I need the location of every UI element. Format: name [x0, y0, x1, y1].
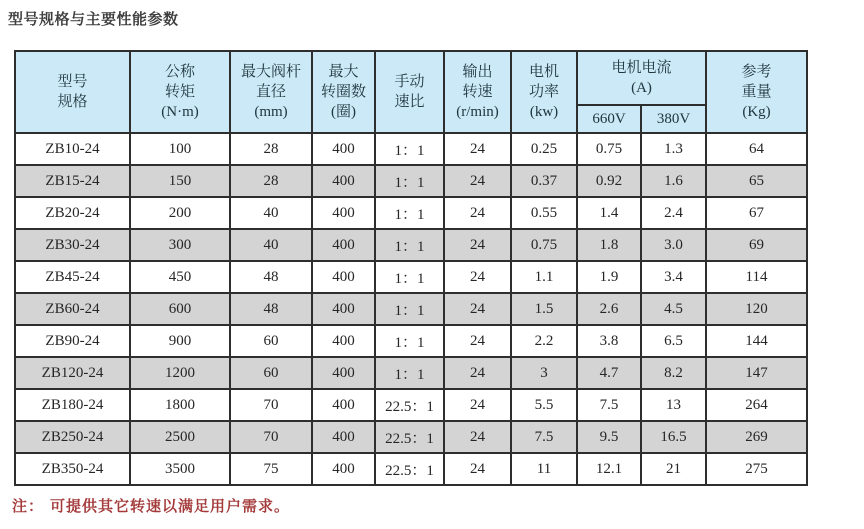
value-cell: 3500	[130, 453, 230, 485]
value-cell: 150	[130, 165, 230, 197]
value-cell: 1200	[130, 357, 230, 389]
value-cell: 1：1	[375, 165, 444, 197]
value-cell: 1：1	[375, 357, 444, 389]
value-cell: 1：1	[375, 293, 444, 325]
value-cell: 100	[130, 133, 230, 165]
value-cell: 264	[706, 389, 807, 421]
value-cell: 400	[312, 261, 375, 293]
value-cell: 1.9	[577, 261, 641, 293]
value-cell: 13	[641, 389, 706, 421]
header-line: 输出	[462, 63, 493, 80]
value-cell: 48	[230, 261, 312, 293]
table-row	[15, 229, 807, 261]
value-cell: 2500	[130, 421, 230, 453]
value-cell: 24	[444, 293, 511, 325]
model-cell: ZB10-24	[15, 133, 130, 165]
model-cell: ZB120-24	[15, 357, 130, 389]
value-cell: 147	[706, 357, 807, 389]
value-cell: 22.5：1	[375, 421, 444, 453]
footnote-text: 可提供其它转速以满足用户需求。	[50, 499, 291, 515]
header-row-main	[15, 51, 807, 105]
value-cell: 60	[230, 357, 312, 389]
value-cell: 1.8	[577, 229, 641, 261]
value-cell: 70	[230, 389, 312, 421]
header-manual-ratio	[375, 51, 444, 133]
value-cell: 5.5	[511, 389, 577, 421]
value-cell: 12.1	[577, 453, 641, 485]
value-cell: 1.1	[511, 261, 577, 293]
value-cell: 64	[706, 133, 807, 165]
value-cell: 0.75	[511, 229, 577, 261]
header-line: 型号	[57, 73, 88, 90]
value-cell: 24	[444, 357, 511, 389]
value-cell: 3.4	[641, 261, 706, 293]
header-line: 规格	[57, 94, 88, 110]
value-cell: 48	[230, 293, 312, 325]
table-row	[15, 453, 807, 485]
model-cell: ZB60-24	[15, 293, 130, 325]
value-cell: 1800	[130, 389, 230, 421]
value-cell: 24	[444, 197, 511, 229]
value-cell: 3.0	[641, 229, 706, 261]
value-cell: 24	[444, 453, 511, 485]
value-cell: 2.4	[641, 197, 706, 229]
header-660v: 660V	[577, 105, 641, 133]
value-cell: 24	[444, 261, 511, 293]
value-cell: 40	[230, 197, 312, 229]
model-cell: ZB90-24	[15, 325, 130, 357]
header-line: 重量	[741, 83, 772, 100]
value-cell: 40	[230, 229, 312, 261]
value-cell: 114	[706, 261, 807, 293]
value-cell: 600	[130, 293, 230, 325]
header-max-turns	[312, 51, 375, 133]
value-cell: 21	[641, 453, 706, 485]
value-cell: 22.5：1	[375, 453, 444, 485]
value-cell: 3	[511, 357, 577, 389]
table-row	[15, 325, 807, 357]
model-cell: ZB15-24	[15, 165, 130, 197]
value-cell: 4.7	[577, 357, 641, 389]
value-cell: 24	[444, 229, 511, 261]
table-row	[15, 261, 807, 293]
value-cell: 0.55	[511, 197, 577, 229]
table-row	[15, 197, 807, 229]
header-line: 公称	[164, 63, 195, 80]
value-cell: 6.5	[641, 325, 706, 357]
value-cell: 0.75	[577, 133, 641, 165]
value-cell: 1.6	[641, 165, 706, 197]
table-row	[15, 293, 807, 325]
value-cell: 7.5	[577, 389, 641, 421]
value-cell: 24	[444, 325, 511, 357]
value-cell: 269	[706, 421, 807, 453]
value-cell: 24	[444, 133, 511, 165]
header-output-speed	[444, 51, 511, 133]
value-cell: 1：1	[375, 197, 444, 229]
header-line: (r/min)	[456, 104, 499, 121]
model-cell: ZB20-24	[15, 197, 130, 229]
header-line: 转速	[462, 83, 493, 100]
header-line: (圈)	[331, 104, 356, 121]
header-motor-current-group	[577, 51, 706, 105]
value-cell: 65	[706, 165, 807, 197]
value-cell: 120	[706, 293, 807, 325]
model-cell: ZB180-24	[15, 389, 130, 421]
table-row	[15, 357, 807, 389]
value-cell: 400	[312, 453, 375, 485]
header-line: 功率	[528, 83, 559, 100]
value-cell: 400	[312, 357, 375, 389]
header-line: (A)	[631, 80, 652, 96]
value-cell: 450	[130, 261, 230, 293]
page-title: 型号规格与主要性能参数	[8, 11, 179, 28]
value-cell: 75	[230, 453, 312, 485]
value-cell: 0.25	[511, 133, 577, 165]
header-line: 转矩	[164, 83, 195, 100]
value-cell: 400	[312, 197, 375, 229]
value-cell: 900	[130, 325, 230, 357]
header-line: 最大	[328, 63, 359, 80]
value-cell: 11	[511, 453, 577, 485]
value-cell: 7.5	[511, 421, 577, 453]
header-motor-power	[511, 51, 577, 133]
header-380v: 380V	[641, 105, 706, 133]
value-cell: 28	[230, 133, 312, 165]
value-cell: 28	[230, 165, 312, 197]
value-cell: 1.4	[577, 197, 641, 229]
footnote-prefix: 注：	[12, 499, 45, 515]
spec-table	[14, 50, 808, 486]
value-cell: 400	[312, 389, 375, 421]
header-line: 转圈数	[320, 83, 366, 100]
value-cell: 22.5：1	[375, 389, 444, 421]
header-line: (Kg)	[742, 104, 771, 121]
value-cell: 67	[706, 197, 807, 229]
value-cell: 400	[312, 325, 375, 357]
value-cell: 70	[230, 421, 312, 453]
value-cell: 1.3	[641, 133, 706, 165]
value-cell: 69	[706, 229, 807, 261]
value-cell: 24	[444, 389, 511, 421]
model-cell: ZB45-24	[15, 261, 130, 293]
header-line: (mm)	[254, 104, 288, 121]
value-cell: 1：1	[375, 229, 444, 261]
value-cell: 275	[706, 453, 807, 485]
value-cell: 400	[312, 133, 375, 165]
value-cell: 24	[444, 165, 511, 197]
value-cell: 400	[312, 229, 375, 261]
value-cell: 8.2	[641, 357, 706, 389]
header-line: 直径	[255, 83, 286, 100]
table-header	[15, 51, 807, 133]
value-cell: 24	[444, 421, 511, 453]
model-cell: ZB250-24	[15, 421, 130, 453]
footnote	[12, 495, 864, 516]
header-line: 参考	[741, 63, 772, 80]
header-weight	[706, 51, 807, 133]
header-line: 最大阀杆	[240, 63, 301, 80]
model-cell: ZB350-24	[15, 453, 130, 485]
value-cell: 3.8	[577, 325, 641, 357]
header-line: 电机电流	[611, 59, 672, 76]
table-row	[15, 165, 807, 197]
table-row	[15, 133, 807, 165]
header-stem-diameter	[230, 51, 312, 133]
header-model	[15, 51, 130, 133]
table-row	[15, 421, 807, 453]
header-torque	[130, 51, 230, 133]
value-cell: 0.37	[511, 165, 577, 197]
header-line: 手动	[394, 73, 425, 90]
value-cell: 1.5	[511, 293, 577, 325]
value-cell: 0.92	[577, 165, 641, 197]
header-line: (N·m)	[161, 104, 199, 121]
value-cell: 1：1	[375, 261, 444, 293]
value-cell: 144	[706, 325, 807, 357]
header-line: (kw)	[529, 104, 559, 121]
value-cell: 1：1	[375, 325, 444, 357]
value-cell: 60	[230, 325, 312, 357]
model-cell: ZB30-24	[15, 229, 130, 261]
value-cell: 16.5	[641, 421, 706, 453]
value-cell: 4.5	[641, 293, 706, 325]
header-line: 速比	[394, 94, 425, 110]
value-cell: 400	[312, 165, 375, 197]
value-cell: 300	[130, 229, 230, 261]
value-cell: 2.6	[577, 293, 641, 325]
header-line: 电机	[528, 63, 559, 80]
value-cell: 2.2	[511, 325, 577, 357]
value-cell: 200	[130, 197, 230, 229]
table-row	[15, 389, 807, 421]
value-cell: 400	[312, 421, 375, 453]
value-cell: 9.5	[577, 421, 641, 453]
value-cell: 1：1	[375, 133, 444, 165]
value-cell: 400	[312, 293, 375, 325]
spec-table-body	[15, 133, 807, 485]
